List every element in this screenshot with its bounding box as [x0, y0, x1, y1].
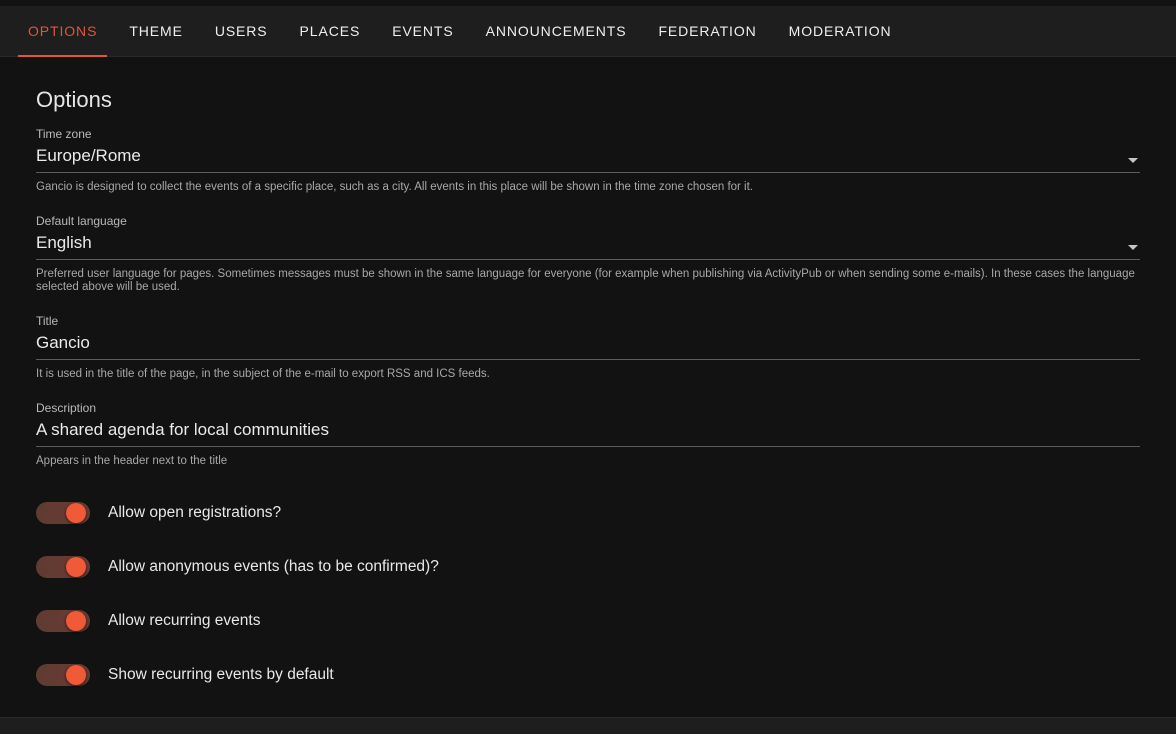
toggle-thumb	[66, 665, 86, 685]
toggle-row-recurring-events	[36, 594, 1140, 648]
toggle-anonymous-events-label: Allow anonymous events (has to be confirmed)?	[108, 558, 439, 575]
language-label: Default language	[36, 214, 127, 228]
title-input-wrap[interactable]	[36, 332, 1140, 360]
toggle-row-anonymous-events	[36, 540, 1140, 594]
timezone-field	[36, 127, 1140, 173]
bottom-bar	[0, 717, 1176, 734]
tab-moderation-label: MODERATION	[788, 23, 892, 39]
language-hint: Preferred user language for pages. Sometimes messages must be shown in the same language for everyone (for example when publishing via ActivityPub or when sending some e-mails). In these cases the language selected above will be used.	[36, 268, 1135, 293]
title-hint: It is used in the title of the page, in the subject of the e-mail to export RSS and ICS feeds.	[36, 368, 490, 380]
language-value: English	[36, 233, 92, 252]
description-input-wrap[interactable]	[36, 419, 1140, 447]
admin-tabbar	[0, 6, 1176, 57]
toggle-anonymous-events[interactable]	[36, 554, 90, 580]
description-label: Description	[36, 401, 97, 415]
tab-events[interactable]	[376, 6, 469, 57]
title-input[interactable]: Gancio	[36, 333, 90, 352]
tab-theme[interactable]	[113, 6, 199, 57]
tab-places[interactable]	[284, 6, 377, 57]
timezone-select[interactable]	[36, 145, 1140, 173]
toggle-thumb	[66, 611, 86, 631]
tab-announcements-label: ANNOUNCEMENTS	[485, 23, 627, 39]
tab-federation-label: FEDERATION	[658, 23, 757, 39]
description-field	[36, 401, 1140, 447]
timezone-value: Europe/Rome	[36, 146, 141, 165]
tab-options[interactable]	[12, 6, 113, 57]
language-select[interactable]	[36, 232, 1140, 260]
options-panel	[0, 57, 1176, 717]
toggle-show-recurring-default-label: Show recurring events by default	[108, 666, 334, 683]
toggle-recurring-events[interactable]	[36, 608, 90, 634]
toggle-show-recurring-default[interactable]	[36, 662, 90, 688]
toggle-open-registrations-label: Allow open registrations?	[108, 504, 282, 521]
description-hint: Appears in the header next to the title	[36, 455, 228, 467]
tab-users-label: USERS	[214, 23, 268, 39]
language-field	[36, 214, 1140, 260]
chevron-down-icon	[1128, 158, 1138, 163]
toggle-open-registrations[interactable]	[36, 500, 90, 526]
tab-federation[interactable]	[642, 6, 772, 57]
toggle-recurring-events-label: Allow recurring events	[108, 612, 261, 629]
toggle-row-open-registrations	[36, 486, 1140, 540]
title-label: Title	[36, 314, 59, 328]
tab-events-label: EVENTS	[392, 23, 454, 39]
tab-announcements[interactable]	[470, 6, 643, 57]
timezone-hint: Gancio is designed to collect the events of a specific place, such as a city. All events in this place will be shown in the time zone chosen for it.	[36, 181, 753, 193]
tab-users[interactable]	[199, 6, 284, 57]
toggle-row-show-recurring-default	[36, 648, 1140, 702]
tab-options-label: OPTIONS	[28, 23, 98, 39]
page-title: Options	[36, 87, 112, 112]
description-input[interactable]: A shared agenda for local communities	[36, 420, 329, 439]
toggle-thumb	[66, 503, 86, 523]
chevron-down-icon	[1128, 245, 1138, 250]
tab-places-label: PLACES	[299, 23, 361, 39]
toggle-thumb	[66, 557, 86, 577]
tab-moderation[interactable]	[773, 6, 908, 57]
tab-theme-label: THEME	[129, 23, 183, 39]
timezone-label: Time zone	[36, 127, 92, 141]
title-field	[36, 314, 1140, 360]
